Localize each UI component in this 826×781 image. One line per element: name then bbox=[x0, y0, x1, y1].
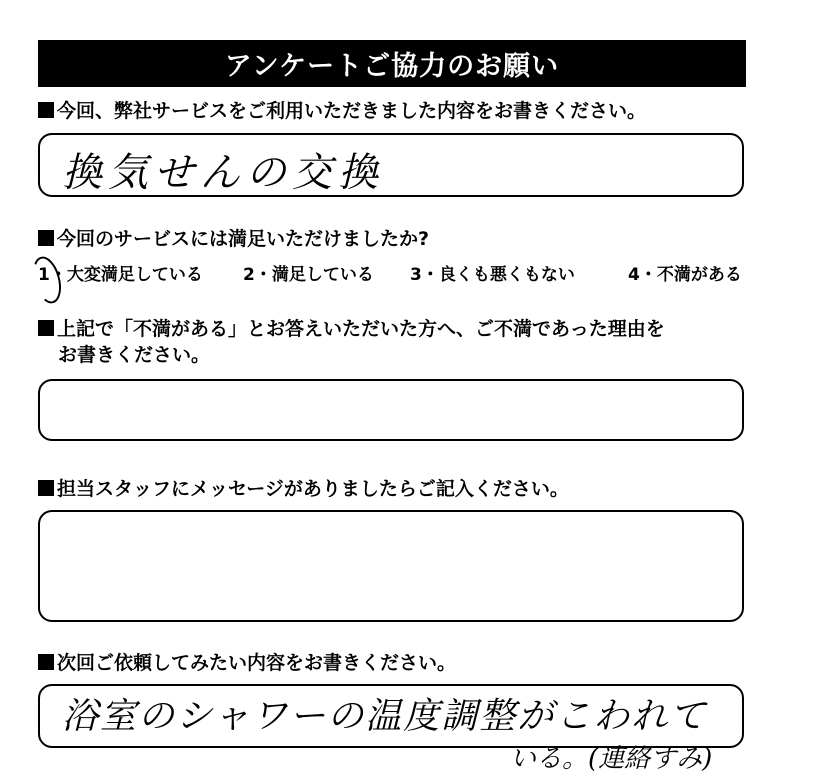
question-next-request: 次回ご依頼してみたい内容をお書きください。 bbox=[38, 650, 456, 676]
answer-box-service-content[interactable] bbox=[38, 133, 744, 197]
option-satisfied[interactable]: 2・満足している bbox=[243, 265, 374, 285]
satisfaction-options bbox=[38, 260, 758, 288]
handwritten-answer-line1: 浴室のシャワーの温度調整がこわれて bbox=[62, 696, 708, 737]
survey-title: アンケートご協力のお願い bbox=[38, 40, 746, 87]
answer-box-staff-message[interactable] bbox=[38, 510, 744, 622]
question-dissatisfaction-reason: 上記で「不満がある」とお答えいただいた方へ、ご不満であった理由を お書きください。 bbox=[38, 316, 665, 368]
square-bullet-icon bbox=[38, 654, 54, 670]
option-very-satisfied[interactable]: 1・大変満足している bbox=[38, 265, 203, 285]
question-service-content: 今回、弊社サービスをご利用いただきました内容をお書きください。 bbox=[38, 98, 646, 124]
answer-box-dissatisfaction-reason[interactable] bbox=[38, 379, 744, 441]
handwritten-answer: 換気せんの交換 bbox=[62, 150, 384, 196]
square-bullet-icon bbox=[38, 102, 54, 118]
handwritten-answer-line2: いる。(連絡すみ) bbox=[510, 744, 713, 774]
option-dissatisfied[interactable]: 4・不満がある bbox=[628, 265, 742, 285]
square-bullet-icon bbox=[38, 480, 54, 496]
square-bullet-icon bbox=[38, 230, 54, 246]
option-neutral[interactable]: 3・良くも悪くもない bbox=[410, 265, 575, 285]
question-satisfaction: 今回のサービスには満足いただけましたか? bbox=[38, 226, 429, 252]
question-staff-message: 担当スタッフにメッセージがありましたらご記入ください。 bbox=[38, 476, 569, 502]
square-bullet-icon bbox=[38, 320, 54, 336]
